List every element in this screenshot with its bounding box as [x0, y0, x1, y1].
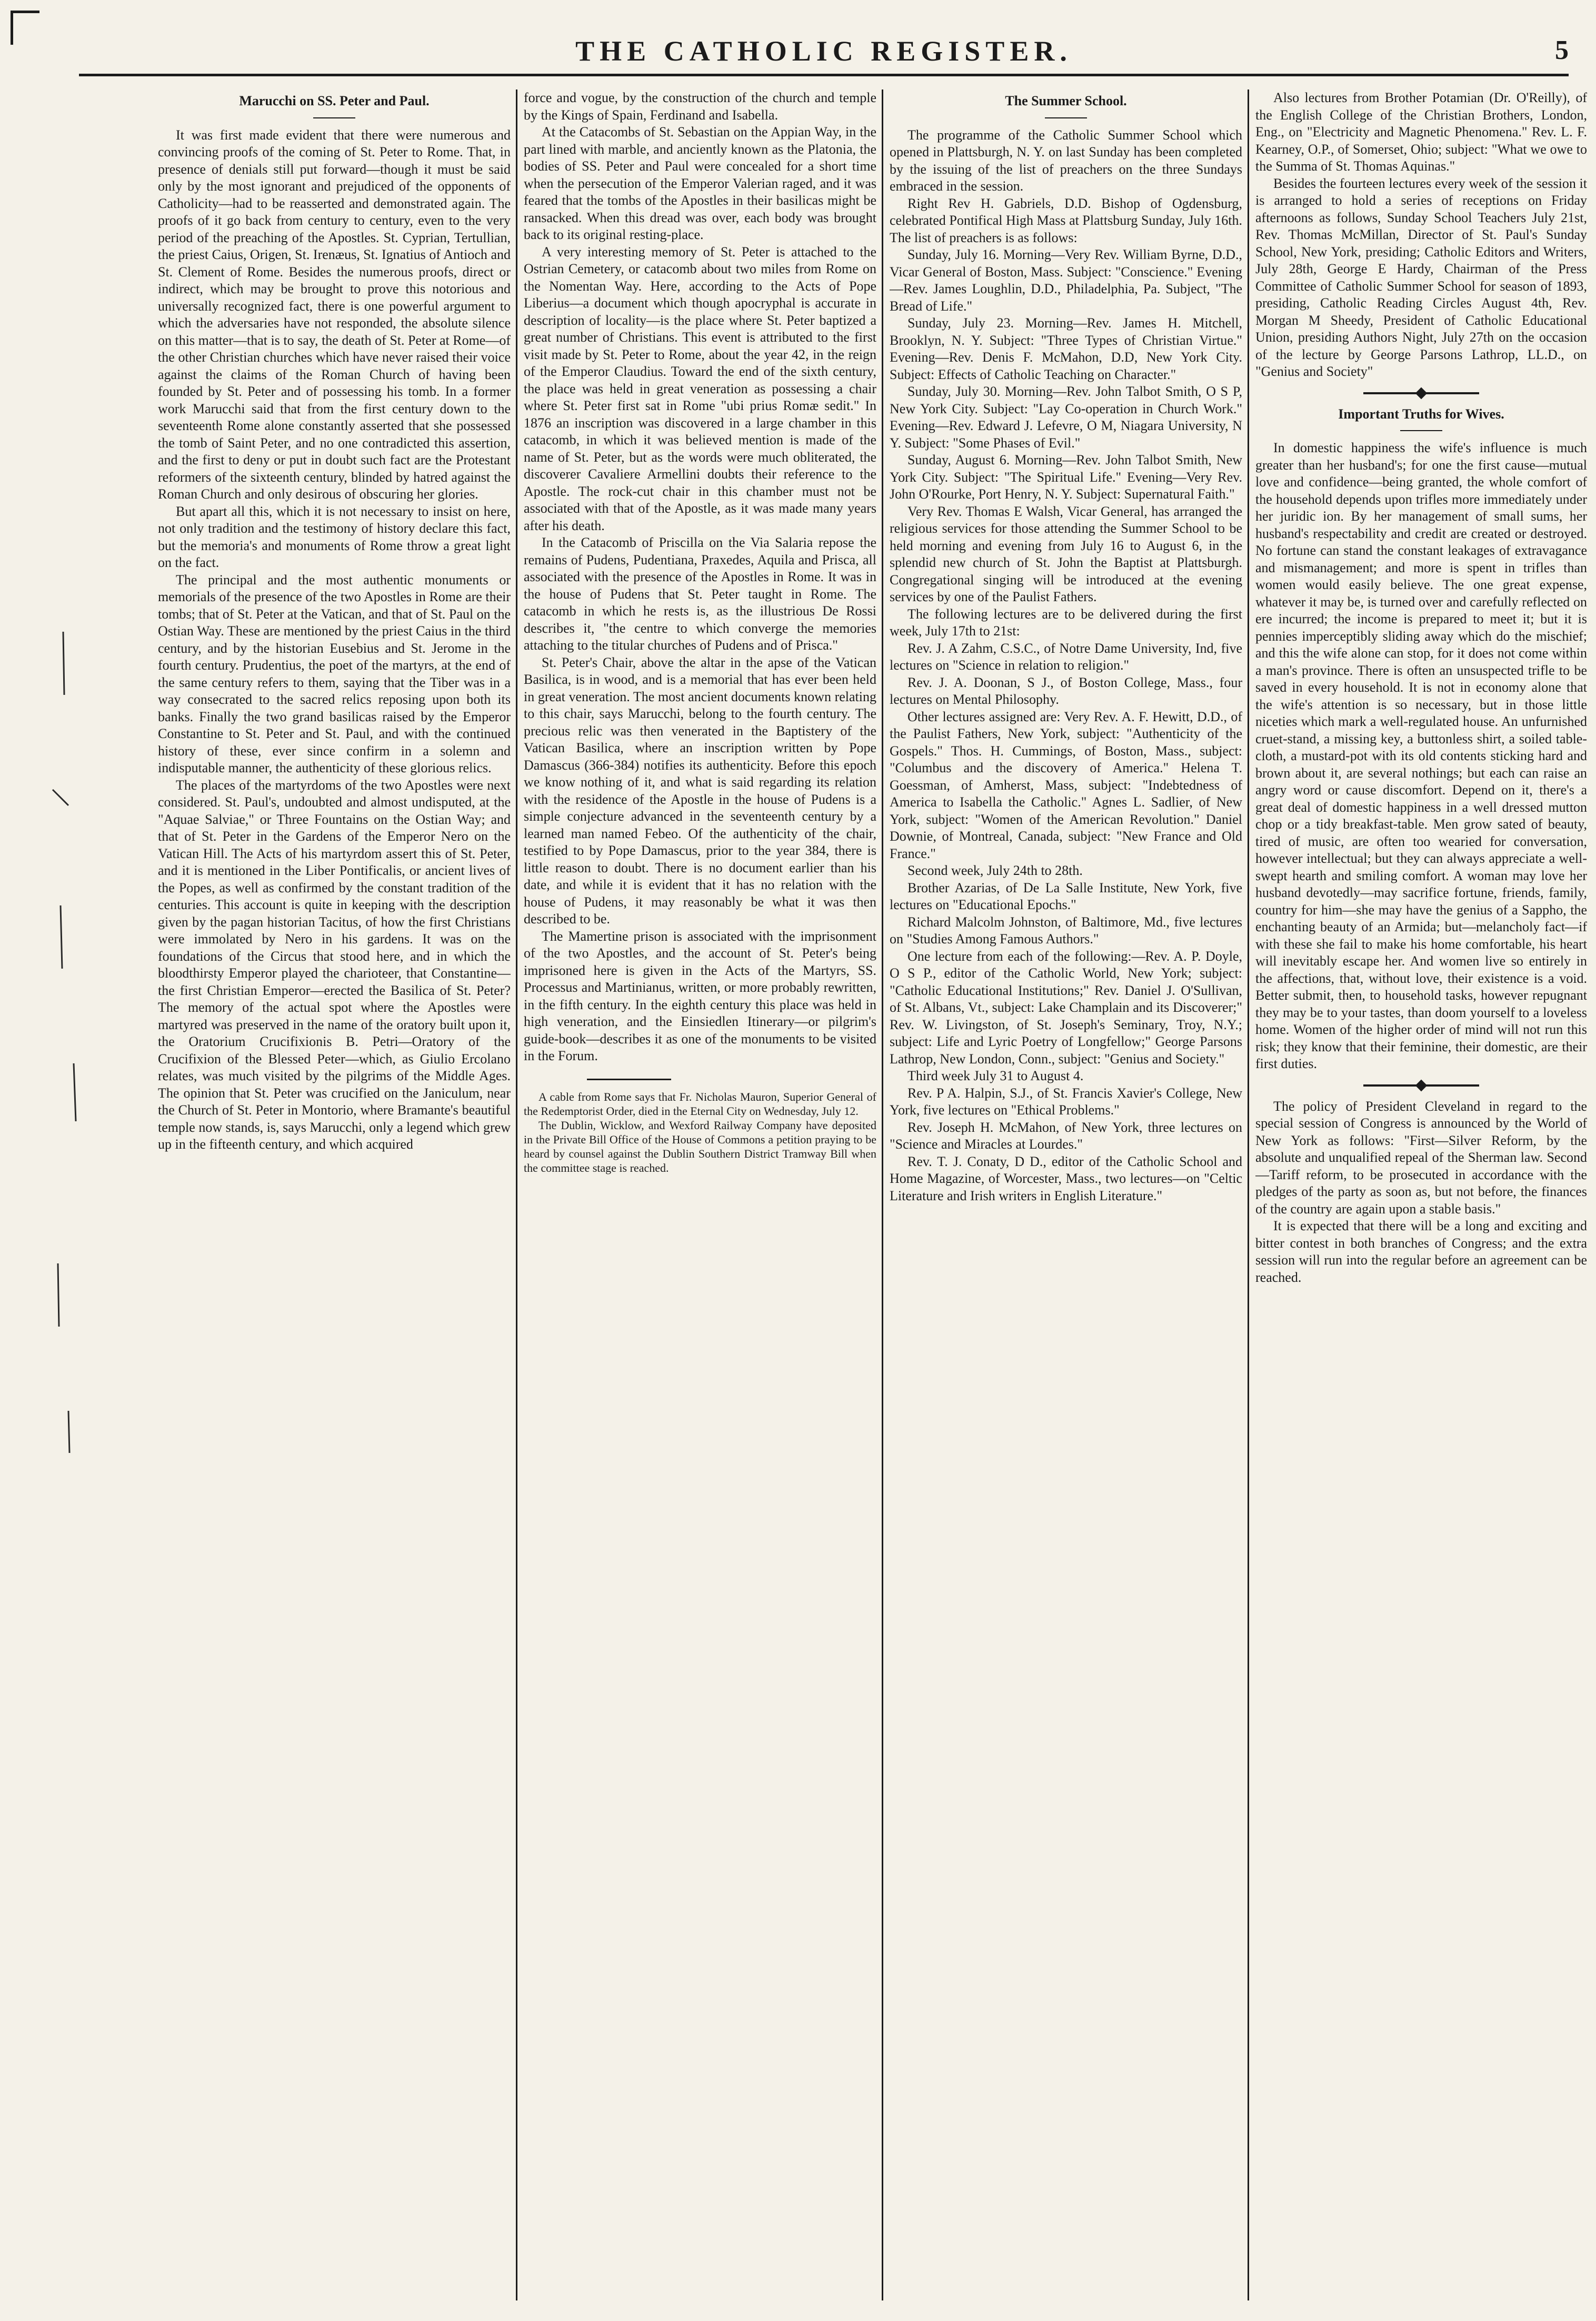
column-2 [524, 89, 876, 2300]
article-paragraph: Also lectures from Brother Potamian (Dr. O'Reilly), of the English College of the Christian Brothers, London, Eng., on "Electricity and Magnetic Phenomena." Rev. L. F. Kearney, O.P., of Somerset, Ohio; subject: "What we owe to the Summa of St. Thomas Aquinas." [1255, 90, 1587, 174]
margin-ink-marks [32, 632, 95, 1474]
column-divider [516, 89, 517, 2300]
corner-crop-mark [11, 11, 39, 45]
heading-rule [1045, 117, 1087, 118]
column-divider [882, 89, 883, 2300]
article-paragraph: The principal and the most authentic monuments or memorials of the presence of the two Apostles in Rome are their tombs; that of St. Peter at the Vatican, and that of St. Paul on the Ostian Way. These are mentioned by the priest Caius in the third century, and by the historian Eusebius and St. Jerome in the fourth century. Prudentius, the poet of the martyrs, at the end of the same century refers to them, saying that the Tiber was in a way consecrated to the sacred relics reposing upon both its banks. Finally the two grand basilicas raised by the Emperor Constantine to St. Peter and St. Paul, and with the continued history of these, ever since confirm in a solemn and indisputable manner, the authenticity of these glorious relics. [158, 572, 511, 775]
ornament-rule [1363, 1084, 1479, 1087]
article-paragraph: But apart all this, which it is not necessary to insist on here, not only tradition and the testimony of history declare this fact, but the memoria's and monuments of Rome throw a great light on the fact. [158, 503, 511, 570]
article-paragraph: At the Catacombs of St. Sebastian on the Appian Way, in the part lined with marble, and anciently known as the Platonia, the bodies of SS. Peter and Paul were concealed for a short time when the persecution of the Emperor Valerian raged, and it was feared that the tombs of the Apostles in their basilicas might be ransacked. When this dread was over, each body was brought back to its original resting-place. [524, 124, 876, 242]
article-paragraph: In the Catacomb of Priscilla on the Via Salaria repose the remains of Pudens, Pudentiana, Praxedes, Aquila and Prisca, all associated with the presence of the Apostles in Rome. It was in the house of Pudens that St. Peter taught in Rome. The catacomb in which he rests is, as the illustrious De Rossi describes it, "the centre to which converge the memories attaching to the titular churches of Pudens and of Prisca." [524, 535, 876, 653]
article-paragraph: Besides the fourteen lectures every week of the session it is arranged to hold a series of receptions on Friday afternoons as follows, Sunday School Teachers July 21st, Rev. Thomas McMillan, Director of St. Paul's Sunday School, New York, presiding; Catholic Editors and Writers, July 28th, George E Hardy, Chairman of the Press Committee of Catholic Summer School for season of 1893, presiding, Catholic Reading Circles August 4th, Rev. Morgan M Sheedy, President of Catholic Educational Union, presiding Authors Night, July 27th on the occasion of the lecture by George Parsons Lathrop, LL.D., on "Genius and Society" [1255, 175, 1587, 379]
heading-rule [313, 117, 355, 118]
article-paragraph: Rev. P A. Halpin, S.J., of St. Francis Xavier's College, New York, five lectures on "Ethical Problems." [890, 1085, 1242, 1118]
article-paragraph: It is expected that there will be a long and exciting and bitter contest in both branches of Congress; and the extra session will run into the regular before an agreement can be reached. [1255, 1218, 1587, 1285]
article-paragraph: A very interesting memory of St. Peter is attached to the Ostrian Cemetery, or catacomb about two miles from Rome on the Nomentan Way. Here, according to the Acts of Pope Liberius—a document which though apocryphal is accurate in description of locality—is the place where St. Peter baptized a great number of Christians. This event is attributed to the first visit made by St. Peter to Rome, about the year 42, in the reign of the Emperor Claudius. Toward the end of the sixth century, the place was held in great veneration as possessing a chair where St. Peter first sat in Rome "ubi prius Romæ sedit." In 1876 an inscription was discovered in a large chamber in this catacomb, in which it was believed mention is made of the name of St. Peter, but as the words were much obliterated, the discoverer Cavaliere Armellini doubts their reference to the Apostle. The rock-cut chair in this chamber must not be associated with that of the Apostle, as it was made many years after his death. [524, 244, 876, 533]
article-paragraph: St. Peter's Chair, above the altar in the apse of the Vatican Basilica, is in wood, and is a memorial that has ever been held in great veneration. The most ancient documents known relating to this chair, says Marucchi, belong to the fourth century. The precious relic was then venerated in the Baptistery of the Vatican Basilica, where an inscription written by Pope Damascus (366-384) notifies its authenticity. Before this epoch we know nothing of it, and what is said regarding its relation with the residence of the Apostle in the house of Pudens is a simple conjecture advanced in the seventeenth century by a learned man named Febeo. Of the authenticity of the chair, testified to by Pope Damascus, prior to the year 384, there is little reason to doubt. There is no document earlier than his date, and while it is evident that it has no relation with the house of Pudens, it may reasonably be what it was then described to be. [524, 654, 876, 927]
article-paragraph: In domestic happiness the wife's influence is much greater than her husband's; for one the first cause—mutual love and confidence—being granted, the whole comfort of the household depends upon trifles more immediately under her juridic ion. By her management of small sums, her husband's respectability and credit are created or destroyed. No fortune can stand the constant leakages of extravagance and mismanagement; and more is spent in trifles than women would easily believe. The one great expense, whatever it may be, is turned over and carefully reflected on ere incurred; the income is prepared to meet it; but it is pennies imperceptibly sliding away which do the mischief; and this the wife alone can stop, for it does not come within a man's province. There is often an unsuspected trifle to be saved in every household. It is not in economy alone that the wife's attention is so necessary, but in those little niceties which mark a well-regulated house. An unfurnished cruet-stand, a missing key, a buttonless shirt, a soiled table-cloth, a mustard-pot with its old contents sticking hard and brown about it, are several nothings; but each can raise an angry word or cause discomfort. Depend on it, there's a great deal of domestic happiness in a well dressed mutton chop or a tidy breakfast-table. Men grow sated of beauty, tired of music, are often too wearied for conversation, however intellectual; but they can always appreciate a well-swept hearth and smiling comfort. A woman may love her husband devotedly—may sacrifice fortune, friends, family, country for him—she may have the genius of a Sappho, the enchanting beauty of an Armida; but—melancholy fact—if with these she fail to make his home comfortable, his heart will inevitably escape her. And women live so entirely in the affections, that, without love, their existence is a void. Better submit, then, to household tasks, however repugnant they may be to your tastes, than doom yourself to a loveless home. Women of the higher order of mind will not run this risk; they know that their feminine, their domestic, are their first duties. [1255, 440, 1587, 1071]
article-paragraph: It was first made evident that there were numerous and convincing proofs of the coming of St. Peter to Rome. That, in presence of denials still put forward—though it must be said only by the most ignorant and prejudiced of the opponents of Catholicity—had to be reasserted and demonstrated again. The proofs of it go back from century to century, even to the very period of the preaching of the Apostles. St. Cyprian, Tertullian, the priest Caius, Origen, St. Irenæus, St. Ignatius of Antioch and St. Clement of Rome. Besides the numerous proofs, direct or indirect, which may be brought to prove this notorious and universally recognized fact, there is one powerful argument to which the adversaries have not responded, the absolute silence on this matter—that is to say, the death of St. Peter at Rome—of the other Christian churches which have never raised their voice against the claims of the Roman Church of having been founded by St. Peter and of possessing his tomb. In a former work Marucchi said that from the first century down to the seventeenth Rome alone constantly asserted that she possessed the tomb of Saint Peter, and no one contradicted this assertion, and the first to deny or put in doubt such fact are the Protestant reformers of the sixteenth century, blinded by hatred against the Roman Church and only desirous of obscuring her glories. [158, 127, 511, 502]
article-heading: Important Truths for Wives. [1338, 406, 1504, 422]
section-rule [587, 1079, 671, 1080]
article-paragraph: Sunday, August 6. Morning—Rev. John Talbot Smith, New York City. Subject: "The Spiritual Life." Evening—Very Rev. John O'Rourke, Port Henry, N. Y. Subject: Supernatural Faith." [890, 452, 1242, 502]
article-paragraph: Sunday, July 23. Morning—Rev. James H. Mitchell, Brooklyn, N. Y. Subject: "Three Types of Christian Virtue." Evening—Rev. Denis F. McMahon, D.D, New York City. Subject: Effects of Catholic Teaching on Character." [890, 315, 1242, 382]
column-1 [158, 89, 511, 2300]
page-number: 5 [1555, 35, 1569, 65]
article-paragraph: Rev. T. J. Conaty, D D., editor of the Catholic School and Home Magazine, of Worcester, Mass., two lectures—on "Celtic Literature and Irish writers in English Literature." [890, 1153, 1242, 1203]
article-paragraph: Sunday, July 16. Morning—Very Rev. William Byrne, D.D., Vicar General of Boston, Mass. Subject: "Conscience." Evening—Rev. James Loughlin, D.D., Philadelphia, Pa. Subject, "The Bread of Life." [890, 247, 1242, 314]
article-paragraph: One lecture from each of the following:—Rev. A. P. Doyle, O S P., editor of the Catholic World, New York; subject: "Catholic Educational Institutions;" Rev. Daniel J. O'Sullivan, of St. Albans, Vt., subject: Lake Champlain and its Discoverer;" Rev. W. Livingston, of St. Joseph's Seminary, Troy, N.Y.; subject: Life and Lyric Poetry of Longfellow;" George Parsons Lathrop, New London, Conn., subject: "Genius and Society." [890, 948, 1242, 1067]
article-paragraph: Rev. Joseph H. McMahon, of New York, three lectures on "Science and Miracles at Lourdes." [890, 1119, 1242, 1152]
article-paragraph: The programme of the Catholic Summer School which opened in Plattsburgh, N. Y. on last Sunday has been completed by the issuing of the list of preachers on the three Sundays embraced in the session. [890, 127, 1242, 194]
newspaper-title: THE CATHOLIC REGISTER. [575, 35, 1072, 67]
article-paragraph: Third week July 31 to August 4. [907, 1068, 1084, 1083]
news-note: A cable from Rome says that Fr. Nicholas Mauron, Superior General of the Redemptorist Order, died in the Eternal City on Wednesday, July 12. [524, 1090, 876, 1118]
article-paragraph: The policy of President Cleveland in regard to the special session of Congress is announced by the World of New York as follows: "First—Silver Reform, by the absolute and unqualified repeal of the Sherman law. Second—Tariff reform, to be prosecuted in accordance with the pledges of the party as soon as, but not before, the finances of the country are again upon a stable basis." [1255, 1098, 1587, 1217]
heading-rule [1400, 430, 1442, 431]
ornament-rule [1363, 392, 1479, 394]
article-paragraph: force and vogue, by the construction of the church and temple by the Kings of Spain, Ferdinand and Isabella. [524, 90, 876, 123]
masthead [79, 32, 1569, 76]
article-paragraph: The following lectures are to be delivered during the first week, July 17th to 21st: [890, 606, 1242, 639]
article-paragraph: Rev. J. A. Doonan, S J., of Boston College, Mass., four lectures on Mental Philosophy. [890, 674, 1242, 707]
article-paragraph: The places of the martyrdoms of the two Apostles were next considered. St. Paul's, undoubted and almost undisputed, at the "Aquae Salviae," or Three Fountains on the Ostian Way; and that of St. Peter in the Gardens of the Emperor Nero on the Vatican Hill. The Acts of his martyrdom assert this of St. Peter, and it is mentioned in the Liber Pontificalis, or ancient lives of the Popes, as well as confirmed by the constant tradition of the centuries. This account is quite in keeping with the description given by the pagan historian Tacitus, of how the first Christians were immolated by Nero in his gardens. It was on the foundations of the Circus that stood here, and in which the bloodthirsty Emperor played the charioteer, that Constantine—the first Christian Emperor—erected the Basilica of St. Peter? The memory of the actual spot where the Apostles were martyred was preserved in the name of the oratory built upon it, the Oratorium Crucifixionis B. Petri—Oratory of the Crucifixion of the Blessed Peter—which, as Giulio Ercolano relates, was much visited by the pilgrims of the Middle Ages. The opinion that St. Peter was crucified on the Janiculum, near the Church of St. Peter in Montorio, where Bramante's beautiful temple now stands, is, says Marucchi, only a legend which grew up in the fifteenth century, and which acquired [158, 777, 511, 1152]
article-paragraph: Richard Malcolm Johnston, of Baltimore, Md., five lectures on "Studies Among Famous Authors." [890, 914, 1242, 947]
column-divider [1248, 89, 1249, 2300]
article-paragraph: Sunday, July 30. Morning—Rev. John Talbot Smith, O S P, New York City. Subject: "Lay Co-operation in Church Work." Evening—Rev. Edward J. Lefevre, O M, Niagara University, N Y. Subject: "Some Phases of Evil." [890, 384, 1242, 451]
news-note: The Dublin, Wicklow, and Wexford Railway Company have deposited in the Private Bill Office of the House of Commons a petition praying to be heard by counsel against the Dublin Southern District Tramway Bill when the committee stage is reached. [524, 1118, 876, 1174]
article-paragraph: Other lectures assigned are: Very Rev. A. F. Hewitt, D.D., of the Paulist Fathers, New York, subject: "Authenticity of the Gospels." Thos. H. Cummings, of Boston, Mass., subject: "Columbus and the discovery of America." Helena T. Goessman, of Amherst, Mass, subject: "Indebtedness of America to Isabella the Catholic." Agnes L. Sadlier, of New York, subject: "Women of the American Revolution." Daniel Downie, of Montreal, Canada, subject: "New France and Old France." [890, 709, 1242, 861]
news-notes [524, 1090, 876, 1175]
article-heading: The Summer School. [1005, 93, 1127, 108]
article-paragraph: Rev. J. A Zahm, C.S.C., of Notre Dame University, Ind, five lectures on "Science in relation to religion." [890, 640, 1242, 673]
article-paragraph: Very Rev. Thomas E Walsh, Vicar General, has arranged the religious services for those attending the Summer School to be held morning and evening from July 16 to August 6, in the splendid new church of St. John the Baptist at Plattsburgh. Congregational singing will be introduced at the evening services by one of the Paulist Fathers. [890, 503, 1242, 604]
article-paragraph: Second week, July 24th to 28th. [907, 863, 1083, 878]
article-paragraph: The Mamertine prison is associated with the imprisonment of the two Apostles, and the account of St. Peter's being imprisoned here is given in the Acts of the Martyrs, SS. Processus and Martinianus, written, or more probably rewritten, in the fifth century. In the eighth century this place was held in high veneration, and the Einsiedlen Itinerary—or pilgrim's guide-book—describes it as one of the monuments to be visited in the Forum. [524, 928, 876, 1063]
column-4 [1255, 89, 1587, 2300]
article-paragraph: Brother Azarias, of De La Salle Institute, New York, five lectures on "Educational Epochs." [890, 880, 1242, 912]
article-heading: Marucchi on SS. Peter and Paul. [239, 93, 430, 108]
column-3 [890, 89, 1242, 2300]
article-paragraph: Right Rev H. Gabriels, D.D. Bishop of Ogdensburg, celebrated Pontifical High Mass at Plattsburg Sunday, July 16th. The list of preachers is as follows: [890, 195, 1242, 245]
